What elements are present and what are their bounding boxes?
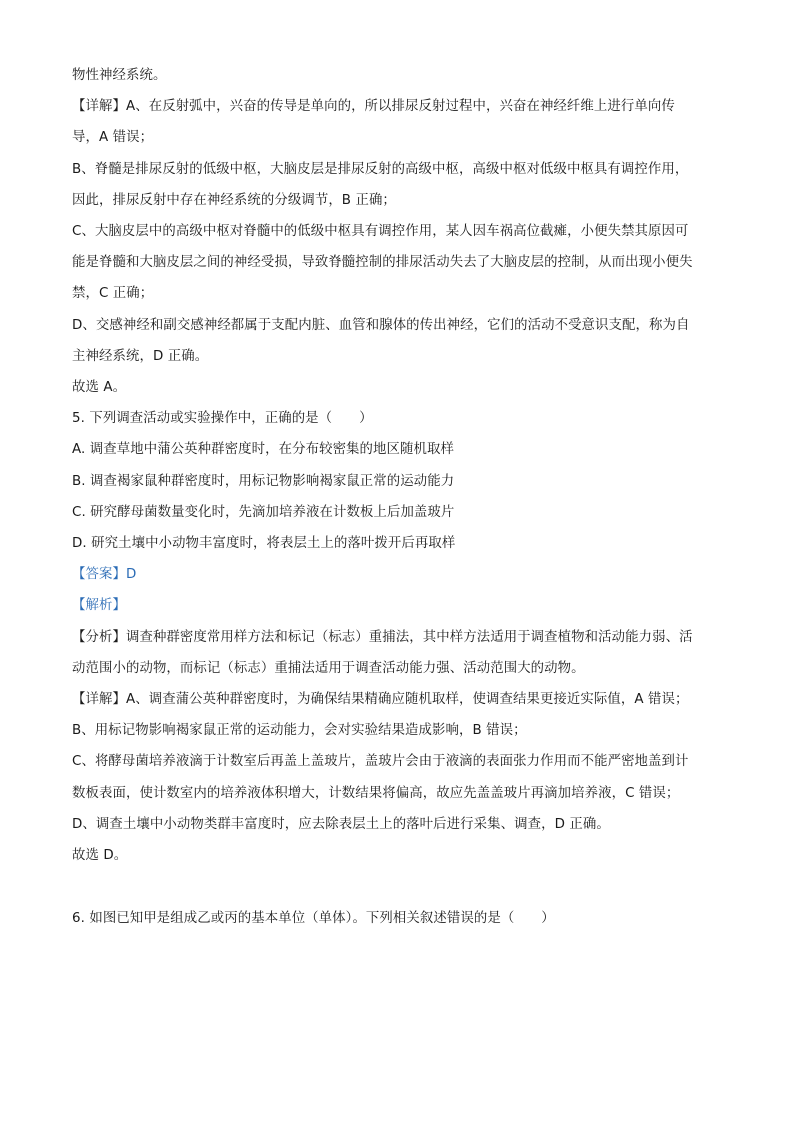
text-line: 动范围小的动物，而标记（标志）重捕法适用于调查活动能力强、活动范围大的动物。 (72, 661, 585, 676)
text-line: 能是脊髓和大脑皮层之间的神经受损，导致脊髓控制的排尿活动失去了大脑皮层的控制，从而出现小便失 (72, 255, 693, 270)
text-line: 数板表面，使计数室内的培养液体积增大，计数结果将偏高，故应先盖盖玻片再滴加培养液，C 错误； (72, 786, 680, 801)
text-line: 物性神经系统。 (72, 68, 167, 83)
text-line: 导，A 错误； (72, 130, 154, 145)
option-d: D. 研究土壤中小动物丰富度时，将表层土上的落叶拨开后再取样 (72, 536, 456, 551)
text-line: 【详解】A、调查蒲公英种群密度时，为确保结果精确应随机取样，使调查结果更接近实际值，A 错误； (72, 692, 689, 707)
question-stem: 5. 下列调查活动或实验操作中，正确的是（ ） (72, 411, 373, 426)
option-b: B. 调查褐家鼠种群密度时，用标记物影响褐家鼠正常的运动能力 (72, 474, 455, 489)
answer-line: 【答案】D (72, 567, 137, 582)
option-a: A. 调查草地中蒲公英种群密度时，在分布较密集的地区随机取样 (72, 442, 454, 457)
option-c: C. 研究酵母菌数量变化时，先滴加培养液在计数板上后加盖玻片 (72, 505, 455, 520)
text-line: 【详解】A、在反射弧中，兴奋的传导是单向的，所以排尿反射过程中，兴奋在神经纤维上进行单向传 (72, 99, 675, 114)
text-line: D、调查土壤中小动物类群丰富度时，应去除表层土上的落叶后进行采集、调查，D 正确。 (72, 817, 610, 832)
text-line: 禁，C 正确； (72, 286, 154, 301)
text-line: B、脊髓是排尿反射的低级中枢，大脑皮层是排尿反射的高级中枢，高级中枢对低级中枢具有调控作用， (72, 162, 689, 177)
text-line: 故选 A。 (72, 380, 127, 395)
text-line: C、将酵母菌培养液滴于计数室后再盖上盖玻片，盖玻片会由于液滴的表面张力作用而不能严密地盖到计 (72, 754, 689, 769)
question-stem: 6. 如图已知甲是组成乙或丙的基本单位（单体）。下列相关叙述错误的是（ ） (72, 911, 555, 926)
text-line: 【分析】调查种群密度常用样方法和标记（标志）重捕法，其中样方法适用于调查植物和活动能力弱、活 (72, 630, 693, 645)
text-line: B、用标记物影响褐家鼠正常的运动能力，会对实验结果造成影响，B 错误； (72, 723, 527, 738)
analysis-heading: 【解析】 (72, 598, 126, 613)
text-line: C、大脑皮层中的高级中枢对脊髓中的低级中枢具有调控作用，某人因车祸高位截瘫，小便失禁其原因可 (72, 224, 689, 239)
text-line: 主神经系统，D 正确。 (72, 349, 209, 364)
text-line: 因此，排尿反射中存在神经系统的分级调节，B 正确； (72, 193, 396, 208)
text-line: 故选 D。 (72, 848, 128, 863)
text-line: D、交感神经和副交感神经都属于支配内脏、血管和腺体的传出神经，它们的活动不受意识支配，称为自 (72, 318, 690, 333)
